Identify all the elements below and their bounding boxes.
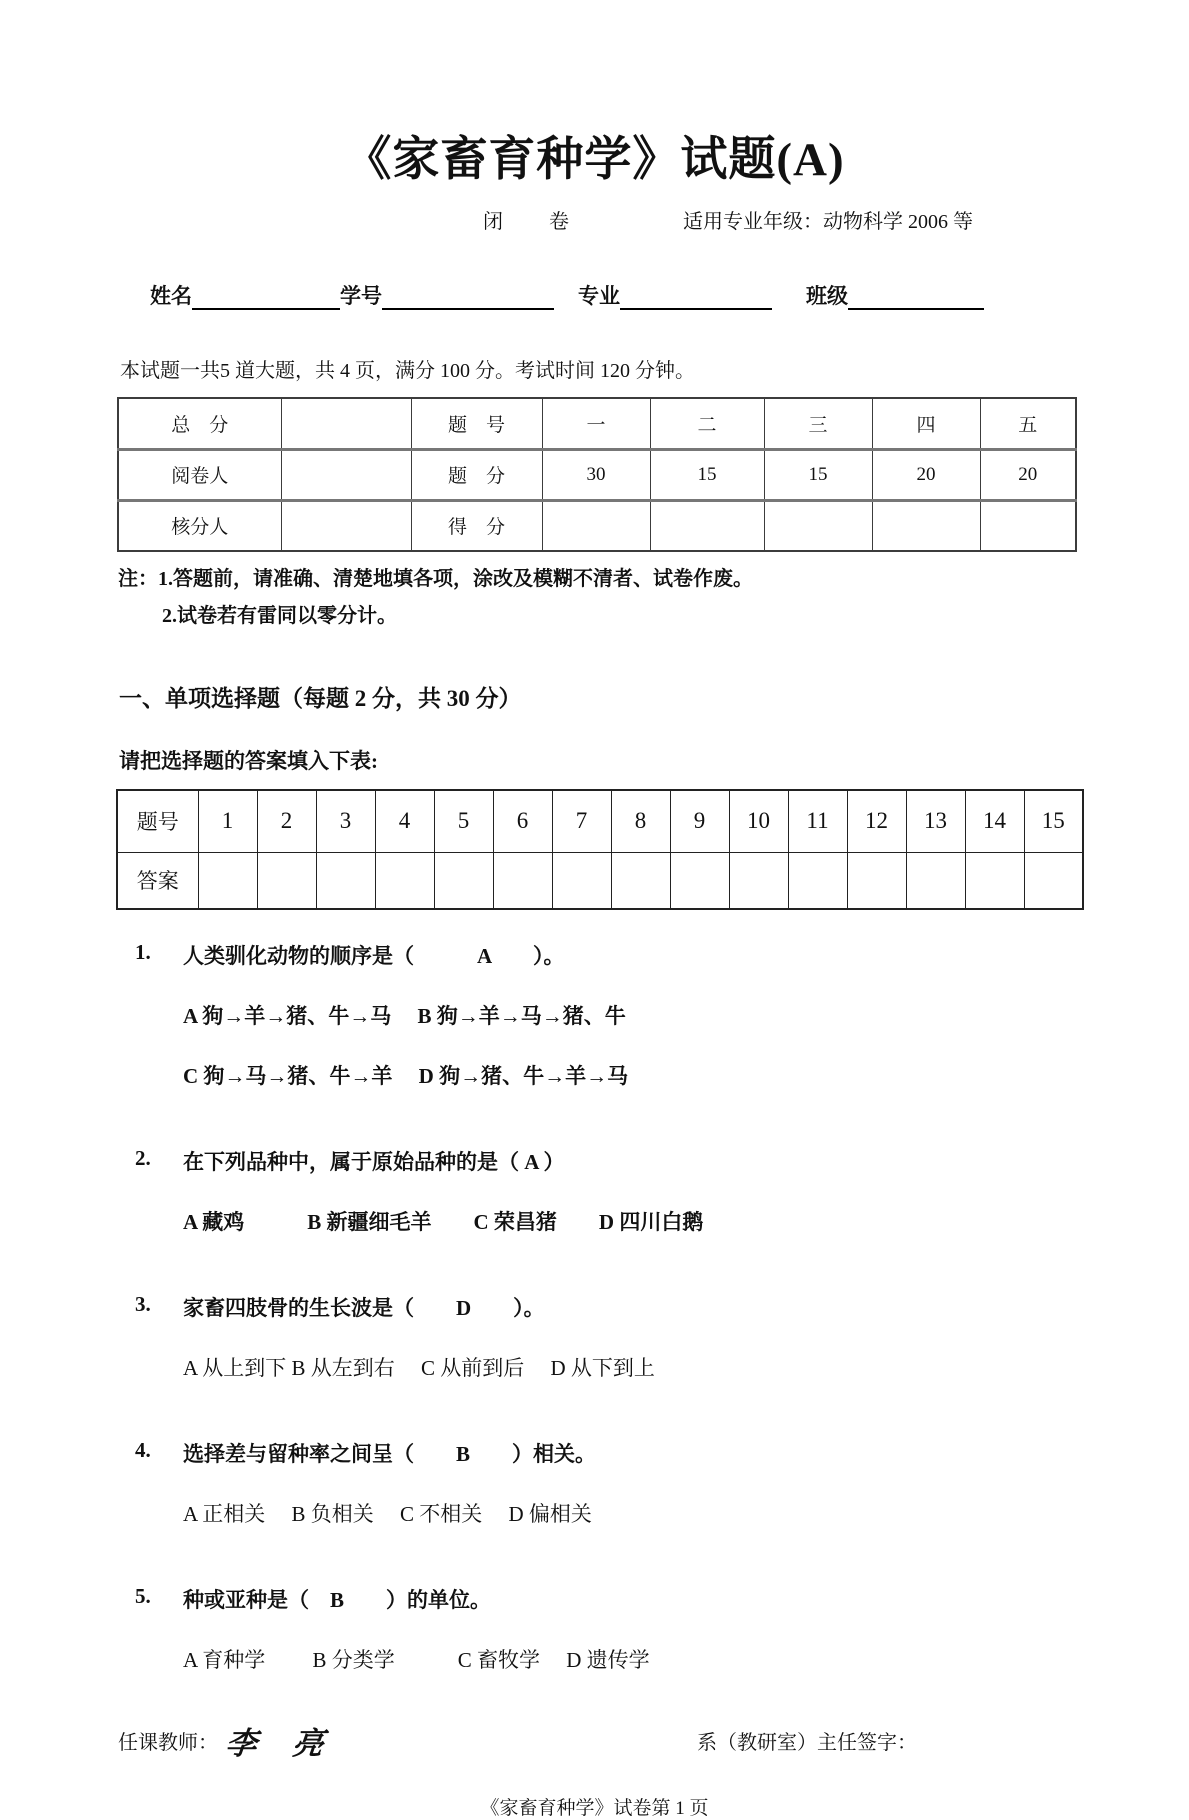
student-id-field-label: 学号 (340, 284, 382, 308)
question-2 (135, 1146, 1189, 1176)
answer-table-answer-row (117, 852, 1083, 909)
question-number-cell: 6 (493, 790, 552, 852)
question-5 (135, 1584, 1189, 1614)
points-cell: 30 (542, 449, 650, 500)
exam-meta-line (0, 205, 1189, 234)
score-checker-label: 核分人 (118, 500, 281, 551)
question-number-cell: 11 (788, 790, 847, 852)
director-signature-label: 系（教研室）主任签字： (697, 1732, 917, 1754)
answer-cell (552, 852, 611, 909)
class-field-label: 班级 (806, 284, 848, 308)
answer-cell (316, 852, 375, 909)
question-3-stem: 家畜四肢骨的生长波是（ D ）。 (183, 1296, 545, 1320)
major-field-label: 专业 (578, 284, 620, 308)
question-4-options-line-1: A 正相关 B 负相关 C 不相关 D 偏相关 (183, 1502, 592, 1526)
score-table-row (118, 449, 1076, 500)
question-2-options-line-1: A 藏鸡 B 新疆细毛羊 C 荣昌猪 D 四川白鹅 (183, 1210, 704, 1234)
question-number-cell: 8 (611, 790, 670, 852)
points-cell: 20 (980, 449, 1076, 500)
major-field-blank (620, 286, 772, 310)
question-number-cell: 2 (257, 790, 316, 852)
total-score-label: 总 分 (118, 398, 281, 449)
answer-cell (965, 852, 1024, 909)
class-field-blank (848, 286, 984, 310)
score-table-row (118, 500, 1076, 551)
score-table (117, 397, 1077, 552)
answer-cell (375, 852, 434, 909)
name-field-blank (192, 286, 340, 310)
answer-cell (788, 852, 847, 909)
question-4-number: 4. (135, 1438, 151, 1462)
grader-blank (281, 449, 411, 500)
note-line-1: 注：1.答题前，请准确、清楚地填各项，涂改及模糊不清者、试卷作废。 (118, 568, 753, 590)
page-title: 《家畜育种学》试题(A) (344, 134, 845, 186)
question-col: 五 (980, 398, 1076, 449)
question-1-options-line-1: A 狗→羊→猪、牛→马 B 狗→羊→马→猪、牛 (183, 1004, 626, 1028)
question-4 (135, 1438, 1189, 1468)
student-info-row (0, 280, 1189, 310)
obtained-score-label: 得 分 (411, 500, 542, 551)
question-points-label: 题 分 (411, 449, 542, 500)
points-cell: 20 (872, 449, 980, 500)
question-2-number: 2. (135, 1146, 151, 1170)
question-5-number: 5. (135, 1584, 151, 1608)
answer-cell (1024, 852, 1083, 909)
question-number-label: 题 号 (411, 398, 542, 449)
points-cell: 15 (764, 449, 872, 500)
exam-intro-text: 本试题一共5 道大题，共 4 页，满分 100 分。考试时间 120 分钟。 (120, 360, 695, 382)
teacher-label: 任课教师： (118, 1732, 218, 1754)
obtained-score-cell (650, 500, 764, 551)
question-list (0, 940, 1189, 1674)
question-col: 一 (542, 398, 650, 449)
question-2-stem: 在下列品种中，属于原始品种的是（ A ） (183, 1150, 565, 1174)
answer-table-number-row (117, 790, 1083, 852)
section-1-heading: 一、单项选择题（每题 2 分，共 30 分） (119, 686, 522, 711)
question-col: 三 (764, 398, 872, 449)
question-number-cell: 9 (670, 790, 729, 852)
answer-cell (611, 852, 670, 909)
applicable-grade-label: 适用专业年级：动物科学 2006 等 (683, 211, 973, 233)
question-1-options-line-2: C 狗→马→猪、牛→羊 D 狗→猪、牛→羊→马 (183, 1064, 629, 1088)
question-number-cell: 3 (316, 790, 375, 852)
answer-table-instruction: 请把选择题的答案填入下表: (119, 749, 378, 773)
question-number-cell: 13 (906, 790, 965, 852)
question-number-cell: 1 (198, 790, 257, 852)
question-col: 二 (650, 398, 764, 449)
question-3 (135, 1292, 1189, 1322)
total-score-blank (281, 398, 411, 449)
answer-cell (729, 852, 788, 909)
answer-cell (847, 852, 906, 909)
answer-row-label: 答案 (117, 852, 198, 909)
question-number-cell: 10 (729, 790, 788, 852)
question-5-options-line-1: A 育种学 B 分类学 C 畜牧学 D 遗传学 (183, 1648, 650, 1672)
obtained-score-cell (872, 500, 980, 551)
obtained-score-cell (542, 500, 650, 551)
teacher-signature: 李 亮 (223, 1726, 340, 1761)
answer-cell (198, 852, 257, 909)
question-4-stem: 选择差与留种率之间呈（ B ）相关。 (183, 1442, 597, 1466)
question-3-options-line-1: A 从上到下 B 从左到右 C 从前到后 D 从下到上 (183, 1356, 655, 1380)
question-number-cell: 12 (847, 790, 906, 852)
note-line-2: 2.试卷若有雷同以零分计。 (162, 605, 397, 627)
obtained-score-cell (980, 500, 1076, 551)
exam-type-label: 闭 卷 (483, 211, 571, 233)
name-field-label: 姓名 (150, 284, 192, 308)
question-3-number: 3. (135, 1292, 151, 1316)
page-footer-label: 《家畜育种学》试卷第 1 页 (480, 1798, 709, 1819)
answer-cell (493, 852, 552, 909)
grader-label: 阅卷人 (118, 449, 281, 500)
student-id-field-blank (382, 286, 554, 310)
question-1-number: 1. (135, 940, 151, 964)
score-table-row (118, 398, 1076, 449)
question-number-cell: 5 (434, 790, 493, 852)
question-number-cell: 15 (1024, 790, 1083, 852)
question-number-cell: 7 (552, 790, 611, 852)
points-cell: 15 (650, 449, 764, 500)
question-number-row-label: 题号 (117, 790, 198, 852)
answer-cell (906, 852, 965, 909)
question-5-stem: 种或亚种是（ B ）的单位。 (183, 1588, 492, 1612)
question-number-cell: 4 (375, 790, 434, 852)
question-number-cell: 14 (965, 790, 1024, 852)
question-1-stem: 人类驯化动物的顺序是（ A ）。 (183, 944, 565, 968)
obtained-score-cell (764, 500, 872, 551)
score-checker-blank (281, 500, 411, 551)
answer-cell (670, 852, 729, 909)
answer-cell (257, 852, 316, 909)
signature-row (0, 1718, 1189, 1763)
answer-cell (434, 852, 493, 909)
question-1 (135, 940, 1189, 970)
question-col: 四 (872, 398, 980, 449)
answer-table (116, 789, 1084, 910)
